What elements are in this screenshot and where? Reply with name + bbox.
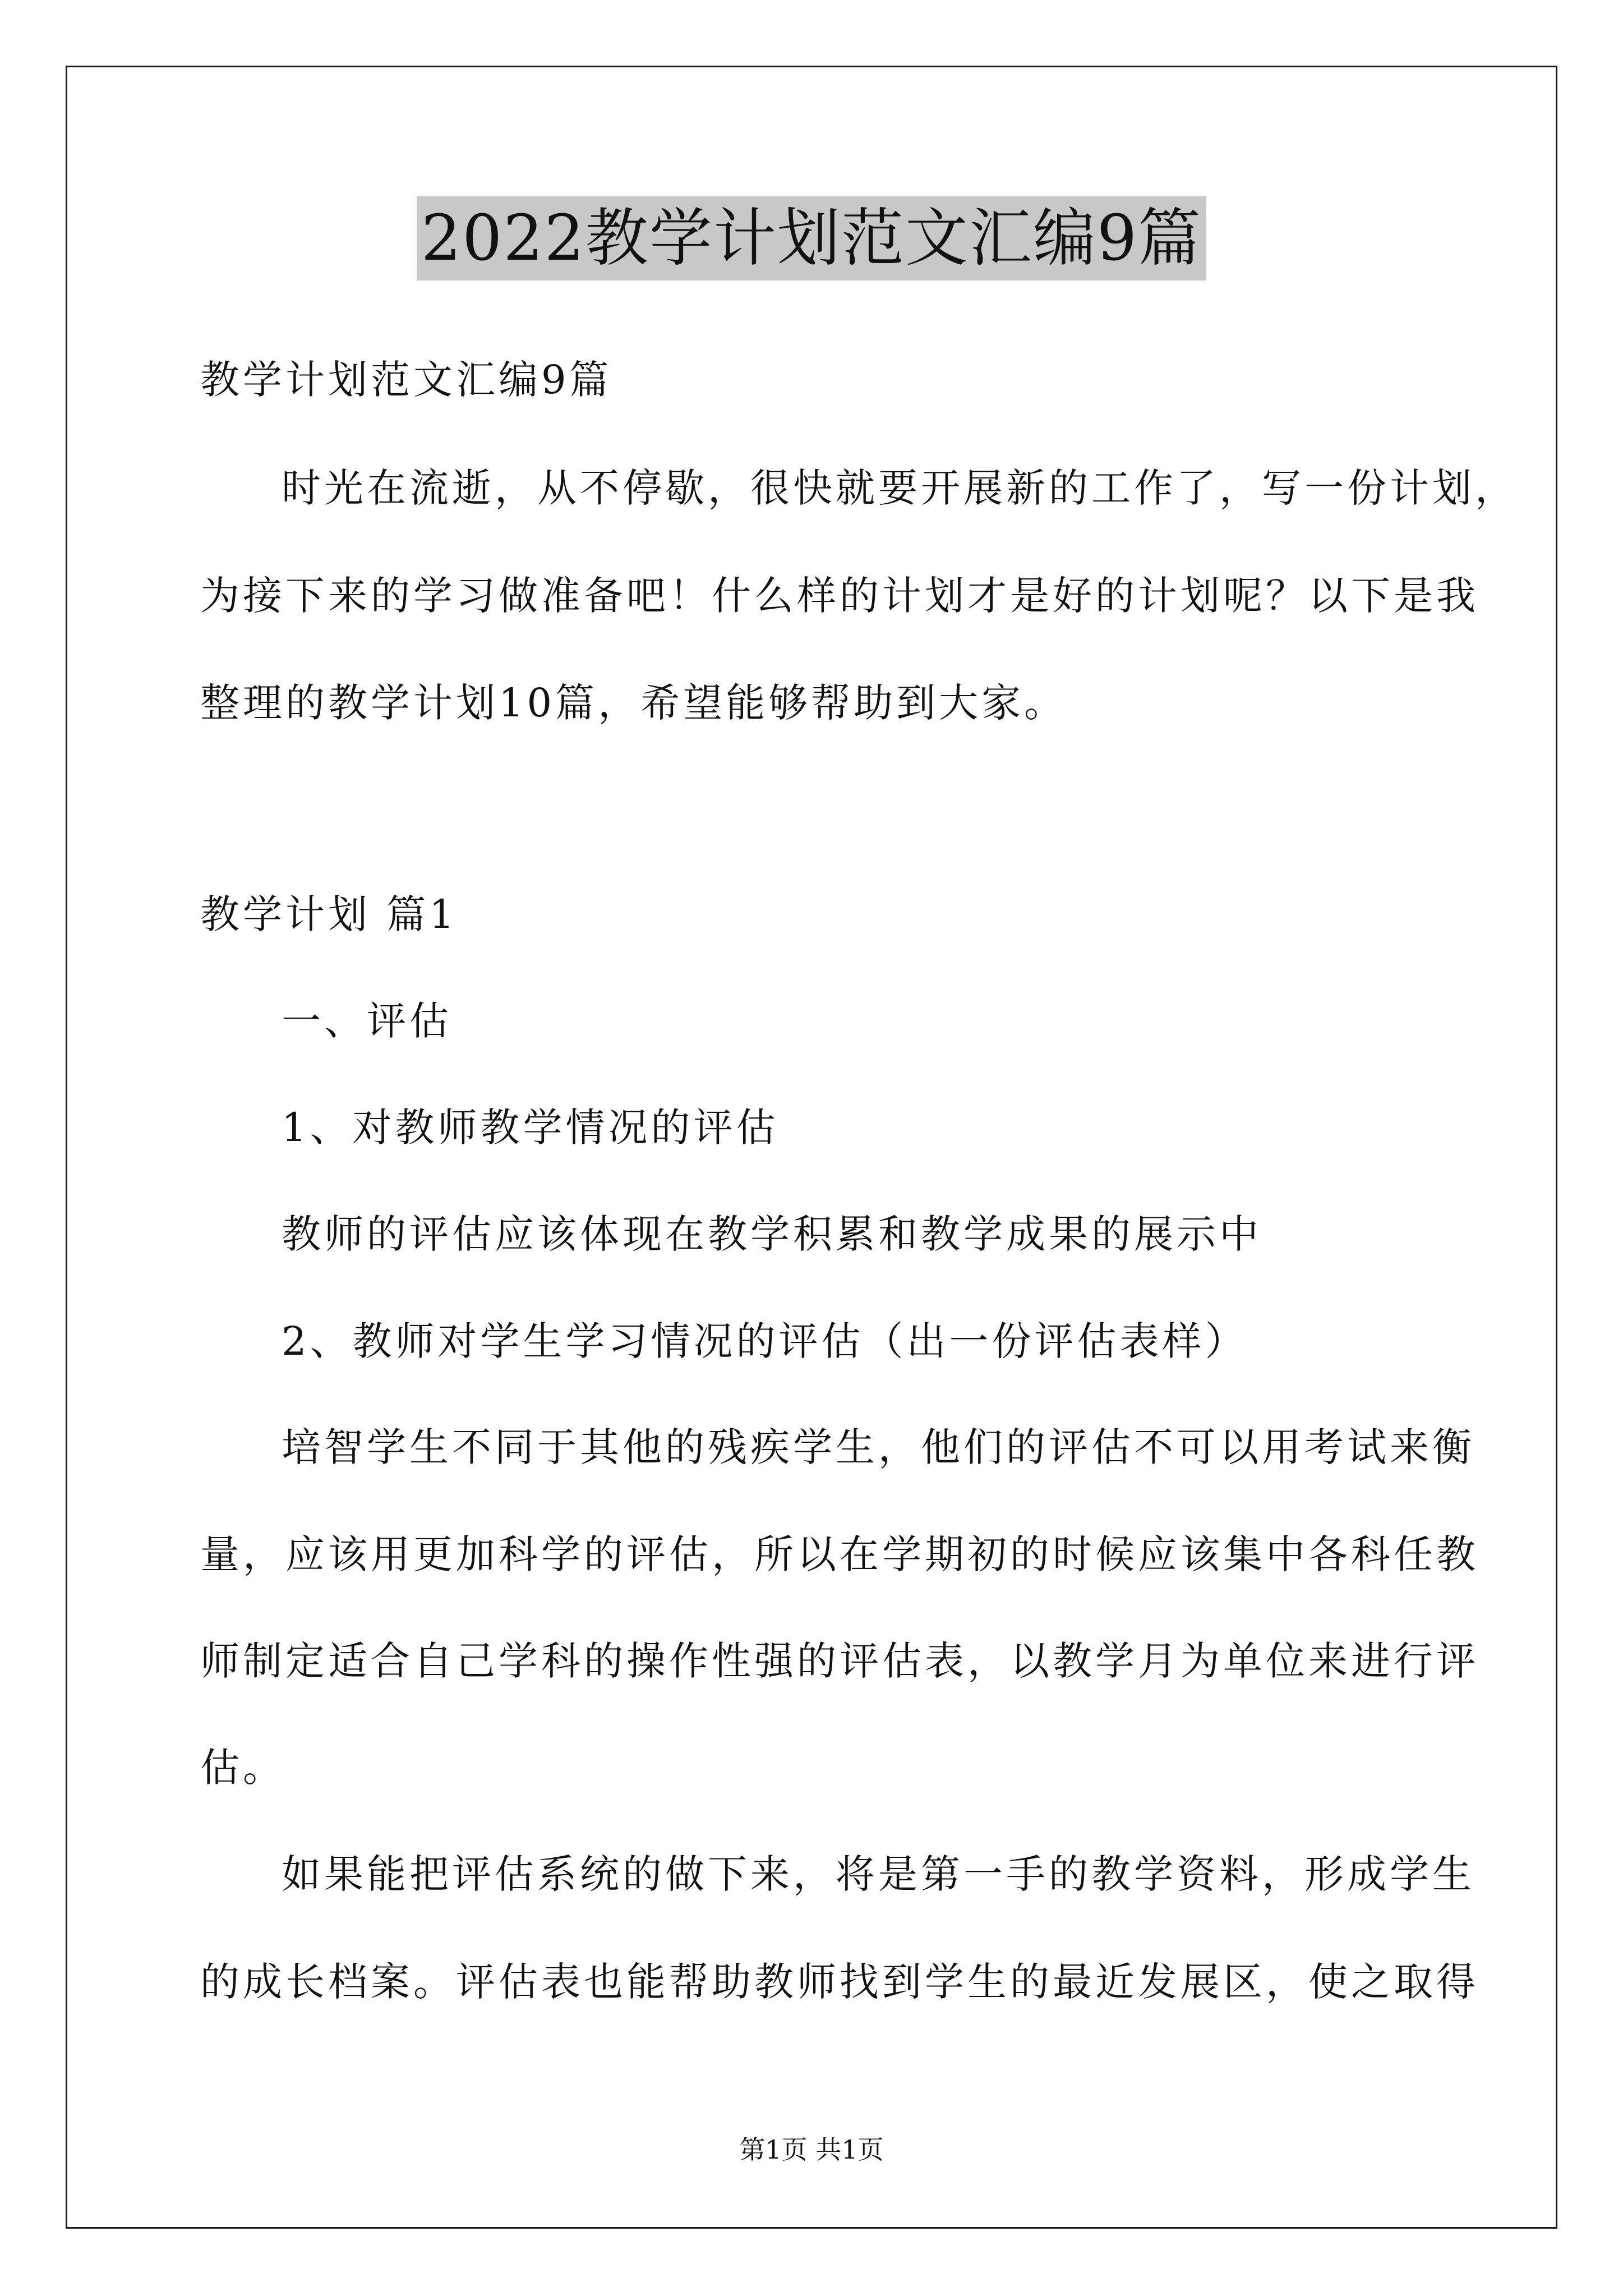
section-heading: 教学计划 篇1: [200, 891, 458, 937]
paragraph-line: 估。: [200, 1745, 285, 1791]
title-container: [0, 196, 1623, 280]
subheading: 2、教师对学生学习情况的评估（出一份评估表样）: [282, 1318, 1248, 1364]
paragraph-line: 师制定适合自己学科的操作性强的评估表，以教学月为单位来进行评: [200, 1638, 1479, 1684]
subheading: 1、对教师教学情况的评估: [282, 1105, 779, 1151]
document-title: 2022教学计划范文汇编9篇: [417, 196, 1206, 280]
document-subtitle: 教学计划范文汇编9篇: [200, 357, 612, 403]
paragraph-line: 量，应该用更加科学的评估，所以在学期初的时候应该集中各科任教: [200, 1531, 1479, 1577]
paragraph-line: 教师的评估应该体现在教学积累和教学成果的展示中: [282, 1211, 1262, 1257]
paragraph-line: 的成长档案。评估表也能帮助教师找到学生的最近发展区，使之取得: [200, 1959, 1479, 2005]
paragraph-line: 时光在流逝，从不停歇，很快就要开展新的工作了，写一份计划，: [282, 465, 1518, 511]
paragraph-line: 为接下来的学习做准备吧！什么样的计划才是好的计划呢？以下是我: [200, 573, 1479, 619]
subheading: 一、评估: [282, 998, 452, 1044]
paragraph-line: 培智学生不同于其他的残疾学生，他们的评估不可以用考试来衡: [282, 1424, 1475, 1470]
page-number-footer: 第1页 共1页: [739, 2134, 884, 2165]
paragraph-line: 如果能把评估系统的做下来，将是第一手的教学资料，形成学生: [282, 1851, 1475, 1897]
paragraph-line: 整理的教学计划10篇，希望能够帮助到大家。: [200, 680, 1067, 726]
